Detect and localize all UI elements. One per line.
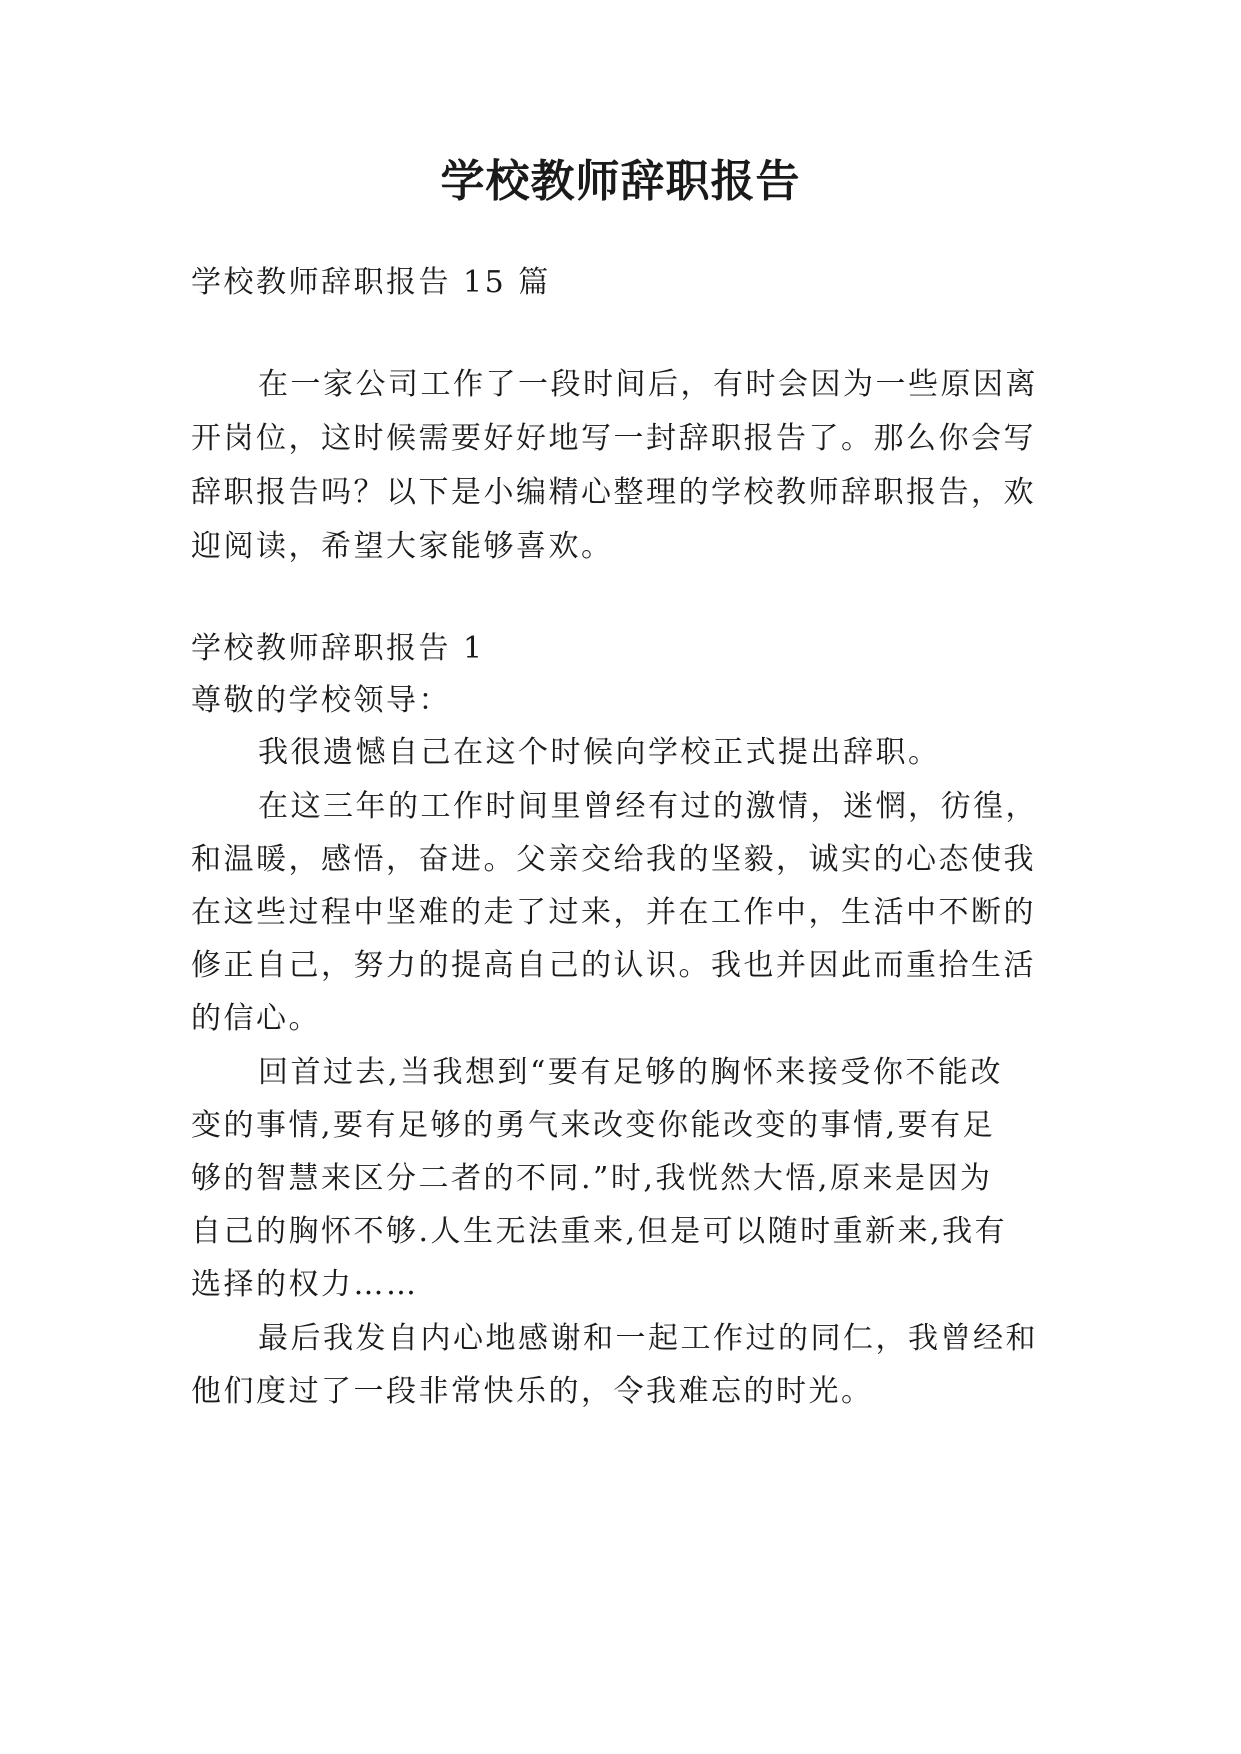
paragraph-line: 修正自己，努力的提高自己的认识。我也并因此而重拾生活 <box>191 948 1036 983</box>
document-title: 学校教师辞职报告 <box>440 156 801 207</box>
paragraph-line: 自己的胸怀不够.人生无法重来,但是可以随时重新来,我有 <box>191 1214 1008 1249</box>
paragraph-line: 最后我发自内心地感谢和一起工作过的同仁，我曾经和 <box>258 1321 1038 1356</box>
section-heading: 学校教师辞职报告 1 <box>191 631 485 666</box>
intro-line: 开岗位，这时候需要好好地写一封辞职报告了。那么你会写 <box>191 421 1036 456</box>
paragraph-line: 的信心。 <box>191 1001 321 1036</box>
paragraph-line: 变的事情,要有足够的勇气来改变你能改变的事情,要有足 <box>191 1108 996 1143</box>
paragraph-line: 他们度过了一段非常快乐的，令我难忘的时光。 <box>191 1374 874 1409</box>
paragraph-line: 回首过去,当我想到“要有足够的胸怀来接受你不能改 <box>258 1055 1003 1090</box>
intro-line: 迎阅读，希望大家能够喜欢。 <box>191 529 614 564</box>
paragraph-line: 在这三年的工作时间里曾经有过的激情，迷惘，彷徨， <box>258 789 1038 824</box>
paragraph-line: 在这些过程中坚难的走了过来，并在工作中，生活中不断的 <box>191 895 1036 930</box>
document-subtitle: 学校教师辞职报告 15 篇 <box>191 265 551 300</box>
intro-line: 辞职报告吗？以下是小编精心整理的学校教师辞职报告，欢 <box>191 475 1036 510</box>
intro-line: 在一家公司工作了一段时间后，有时会因为一些原因离 <box>258 367 1038 402</box>
paragraph-line: 选择的权力…… <box>191 1267 419 1302</box>
paragraph-line: 我很遗憾自己在这个时候向学校正式提出辞职。 <box>258 735 941 770</box>
paragraph-line: 和温暖，感悟，奋进。父亲交给我的坚毅，诚实的心态使我 <box>191 842 1036 877</box>
paragraph-line: 够的智慧来区分二者的不同.”时,我恍然大悟,原来是因为 <box>191 1161 993 1196</box>
salutation: 尊敬的学校领导： <box>191 683 451 718</box>
